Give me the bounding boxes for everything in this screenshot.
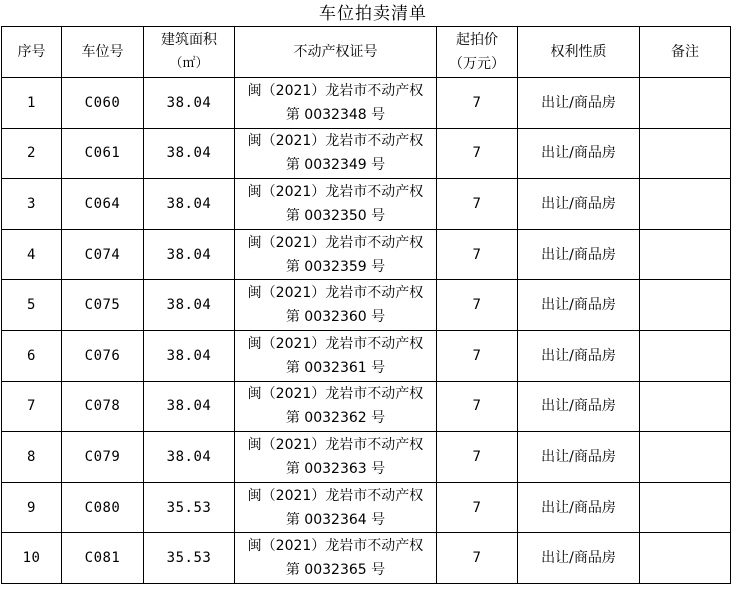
header-area: [144, 27, 235, 78]
cell-area: 38.04: [144, 280, 235, 331]
cell-index: 10: [2, 533, 62, 584]
cell-property: 出让/商品房: [518, 432, 640, 483]
certificate-line-1: 闽（2021）龙岩市不动产权: [247, 487, 424, 504]
header-price-label: 起拍价: [456, 32, 498, 48]
cell-remark: [640, 330, 731, 381]
cell-remark: [640, 280, 731, 331]
header-price: [437, 27, 518, 78]
cell-property: 出让/商品房: [518, 128, 640, 179]
cell-remark: [640, 229, 731, 280]
cell-certificate: [235, 330, 437, 381]
certificate-line-2: 第 0032348 号: [285, 106, 386, 123]
cell-remark: [640, 381, 731, 432]
table-row: [2, 330, 731, 381]
table-row: [2, 179, 731, 230]
certificate-line-1: 闽（2021）龙岩市不动产权: [247, 133, 424, 150]
cell-space-no: C081: [62, 533, 144, 584]
cell-space-no: C078: [62, 381, 144, 432]
cell-price: 7: [437, 330, 518, 381]
cell-price: 7: [437, 482, 518, 533]
cell-certificate: [235, 432, 437, 483]
certificate-line-2: 第 0032349 号: [285, 157, 386, 174]
cell-area: 38.04: [144, 229, 235, 280]
cell-remark: [640, 128, 731, 179]
certificate-line-2: 第 0032360 号: [285, 309, 386, 326]
cell-certificate: [235, 179, 437, 230]
table-row: [2, 432, 731, 483]
cell-index: 3: [2, 179, 62, 230]
certificate-line-2: 第 0032364 号: [285, 511, 386, 528]
cell-area: 35.53: [144, 482, 235, 533]
certificate-line-1: 闽（2021）龙岩市不动产权: [247, 386, 424, 403]
certificate-line-2: 第 0032363 号: [285, 460, 386, 477]
certificate-line-1: 闽（2021）龙岩市不动产权: [247, 234, 424, 251]
header-index: 序号: [2, 27, 62, 78]
page-title: 车位拍卖清单: [319, 4, 427, 24]
certificate-line-2: 第 0032362 号: [285, 410, 386, 427]
certificate-line-1: 闽（2021）龙岩市不动产权: [247, 285, 424, 302]
cell-index: 2: [2, 128, 62, 179]
cell-certificate: [235, 533, 437, 584]
cell-certificate: [235, 78, 437, 129]
cell-area: 35.53: [144, 533, 235, 584]
cell-space-no: C060: [62, 78, 144, 129]
cell-property: 出让/商品房: [518, 533, 640, 584]
certificate-line-1: 闽（2021）龙岩市不动产权: [247, 82, 424, 99]
cell-property: 出让/商品房: [518, 229, 640, 280]
cell-property: 出让/商品房: [518, 381, 640, 432]
header-area-label: 建筑面积: [161, 32, 217, 48]
header-remark: 备注: [640, 27, 731, 78]
cell-space-no: C064: [62, 179, 144, 230]
header-area-unit: （㎡）: [169, 56, 209, 71]
cell-index: 4: [2, 229, 62, 280]
table-row: [2, 280, 731, 331]
table-body: [2, 78, 731, 584]
cell-price: 7: [437, 179, 518, 230]
cell-price: 7: [437, 128, 518, 179]
certificate-line-1: 闽（2021）龙岩市不动产权: [247, 183, 424, 200]
table-row: [2, 482, 731, 533]
cell-area: 38.04: [144, 128, 235, 179]
cell-index: 1: [2, 78, 62, 129]
cell-space-no: C076: [62, 330, 144, 381]
cell-space-no: C061: [62, 128, 144, 179]
cell-index: 8: [2, 432, 62, 483]
certificate-line-1: 闽（2021）龙岩市不动产权: [247, 436, 424, 453]
certificate-line-1: 闽（2021）龙岩市不动产权: [247, 335, 424, 352]
cell-index: 9: [2, 482, 62, 533]
cell-remark: [640, 179, 731, 230]
header-property: 权利性质: [518, 27, 640, 78]
table-row: [2, 128, 731, 179]
cell-property: 出让/商品房: [518, 482, 640, 533]
cell-price: 7: [437, 78, 518, 129]
certificate-line-2: 第 0032365 号: [285, 562, 386, 579]
cell-area: 38.04: [144, 432, 235, 483]
table-header-row: [2, 27, 731, 78]
cell-index: 7: [2, 381, 62, 432]
cell-property: 出让/商品房: [518, 330, 640, 381]
cell-price: 7: [437, 533, 518, 584]
table-row: [2, 533, 731, 584]
cell-certificate: [235, 280, 437, 331]
table-row: [2, 78, 731, 129]
certificate-line-2: 第 0032359 号: [285, 258, 386, 275]
cell-remark: [640, 432, 731, 483]
cell-space-no: C080: [62, 482, 144, 533]
cell-index: 6: [2, 330, 62, 381]
cell-property: 出让/商品房: [518, 179, 640, 230]
certificate-line-1: 闽（2021）龙岩市不动产权: [247, 538, 424, 555]
auction-table: [1, 26, 731, 584]
header-price-unit: （万元）: [449, 56, 505, 72]
cell-price: 7: [437, 280, 518, 331]
cell-area: 38.04: [144, 330, 235, 381]
header-certificate: 不动产权证号: [235, 27, 437, 78]
cell-space-no: C075: [62, 280, 144, 331]
cell-certificate: [235, 229, 437, 280]
cell-space-no: C079: [62, 432, 144, 483]
cell-price: 7: [437, 432, 518, 483]
cell-property: 出让/商品房: [518, 78, 640, 129]
cell-certificate: [235, 381, 437, 432]
cell-property: 出让/商品房: [518, 280, 640, 331]
cell-certificate: [235, 128, 437, 179]
table-row: [2, 229, 731, 280]
header-space-no: 车位号: [62, 27, 144, 78]
cell-area: 38.04: [144, 78, 235, 129]
cell-remark: [640, 533, 731, 584]
cell-area: 38.04: [144, 179, 235, 230]
cell-index: 5: [2, 280, 62, 331]
cell-certificate: [235, 482, 437, 533]
cell-price: 7: [437, 229, 518, 280]
cell-price: 7: [437, 381, 518, 432]
certificate-line-2: 第 0032361 号: [285, 359, 386, 376]
cell-remark: [640, 78, 731, 129]
certificate-line-2: 第 0032350 号: [285, 207, 386, 224]
table-row: [2, 381, 731, 432]
cell-space-no: C074: [62, 229, 144, 280]
cell-area: 38.04: [144, 381, 235, 432]
cell-remark: [640, 482, 731, 533]
